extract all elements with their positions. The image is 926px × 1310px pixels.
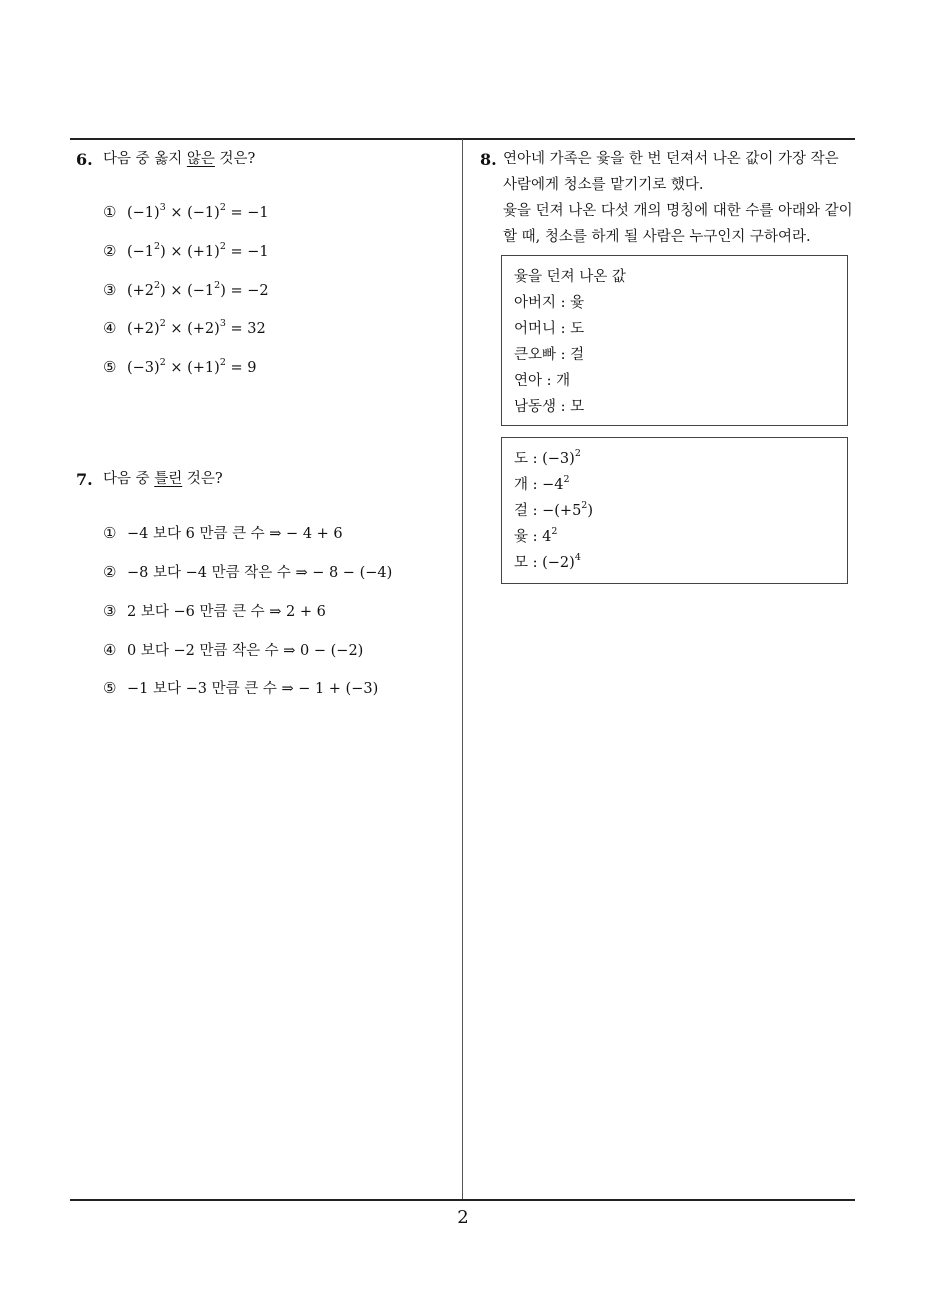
choice-marker: ④ <box>103 319 117 337</box>
exponent: 4 <box>574 552 581 564</box>
question-7-choice-4 <box>103 639 363 660</box>
question-6-stem-after: 것은? <box>214 151 256 167</box>
choice-marker: ① <box>103 524 117 542</box>
results-row: 큰오빠 : 걸 <box>514 347 585 363</box>
yut-results-box <box>501 255 848 426</box>
value-text: ) <box>587 503 594 519</box>
question-7-choice-3 <box>103 600 326 621</box>
question-7-stem-before: 다음 중 <box>103 471 155 487</box>
math-part: × (−1) <box>165 205 220 221</box>
math-part: (−1 <box>127 244 155 260</box>
math-part: (+2 <box>127 283 155 299</box>
values-row <box>514 524 835 550</box>
choice-text <box>127 318 266 337</box>
exponent: 2 <box>551 526 558 538</box>
question-7-number: 7. <box>76 470 93 489</box>
choice-text <box>127 357 257 376</box>
results-title: 윷을 던져 나온 값 <box>514 269 626 285</box>
value-text: 개 : −4 <box>514 477 564 493</box>
choice-text: −4 보다 6 만큼 큰 수 ⇒ − 4 + 6 <box>127 526 343 542</box>
choice-marker: ⑤ <box>103 679 117 697</box>
value-text: 윷 : 4 <box>514 529 552 545</box>
question-6-stem-before: 다음 중 옳지 <box>103 151 187 167</box>
exponent: 2 <box>219 241 226 253</box>
math-part: ) = −2 <box>220 283 269 299</box>
choice-marker: ③ <box>103 281 117 299</box>
math-part: ) × (−1 <box>160 283 215 299</box>
math-part: × (+2) <box>165 321 220 337</box>
results-row: 남동생 : 모 <box>514 399 585 415</box>
question-6-number: 6. <box>76 150 93 169</box>
math-part: (−1) <box>127 205 160 221</box>
choice-text <box>127 202 269 221</box>
choice-marker: ③ <box>103 602 117 620</box>
results-row: 어머니 : 도 <box>514 321 585 337</box>
math-part: = −1 <box>225 205 269 221</box>
choice-marker: ② <box>103 242 117 260</box>
question-6-choice-2 <box>103 242 269 260</box>
question-7-choice-1 <box>103 522 343 543</box>
question-7-choice-2 <box>103 561 392 582</box>
value-text: 걸 : −(+5 <box>514 503 582 519</box>
values-row <box>514 498 835 524</box>
exponent: 2 <box>214 280 221 292</box>
results-row: 연아 : 개 <box>514 373 571 389</box>
question-8-number: 8. <box>480 150 497 169</box>
exponent: 2 <box>154 241 161 253</box>
choice-text: −1 보다 −3 만큼 큰 수 ⇒ − 1 + (−3) <box>127 681 379 697</box>
choice-marker: ② <box>103 563 117 581</box>
exponent: 2 <box>154 280 161 292</box>
exponent: 2 <box>574 448 581 460</box>
math-part: = 9 <box>225 360 257 376</box>
question-6-choice-4 <box>103 319 266 337</box>
exponent: 2 <box>219 202 226 214</box>
question-7-stem-after: 것은? <box>182 471 223 487</box>
math-part: × (+1) <box>165 360 220 376</box>
math-part: = 32 <box>225 321 266 337</box>
yut-values-box <box>501 437 848 584</box>
values-row <box>514 446 835 472</box>
question-6-choice-5 <box>103 358 256 376</box>
value-text: 모 : (−2) <box>514 555 575 571</box>
question-7-choice-5 <box>103 677 378 698</box>
question-7-stem-underlined: 틀린 <box>154 471 183 487</box>
choice-text <box>127 280 269 299</box>
choice-text: 0 보다 −2 만큼 작은 수 ⇒ 0 − (−2) <box>127 643 364 659</box>
math-part: (−3) <box>127 360 160 376</box>
results-row: 아버지 : 윷 <box>514 295 585 311</box>
exponent: 2 <box>159 357 166 369</box>
stem-line: 윷을 던져 나온 다섯 개의 명칭에 대한 수를 아래와 같이 <box>503 203 853 219</box>
stem-line: 연아네 가족은 윷을 한 번 던져서 나온 값이 가장 작은 <box>503 151 839 167</box>
choice-marker: ⑤ <box>103 358 117 376</box>
math-part: = −1 <box>225 244 269 260</box>
question-6-stem-underlined: 않은 <box>186 151 215 167</box>
question-6-choice-3 <box>103 281 269 299</box>
stem-line: 할 때, 청소를 하게 될 사람은 누구인지 구하여라. <box>503 229 811 245</box>
choice-text <box>127 241 269 260</box>
question-6-stem <box>103 146 255 172</box>
exponent: 2 <box>563 474 570 486</box>
exponent: 3 <box>159 202 166 214</box>
choice-text: −8 보다 −4 만큼 작은 수 ⇒ − 8 − (−4) <box>127 565 393 581</box>
bottom-rule <box>70 1199 855 1201</box>
column-divider <box>462 139 463 1200</box>
stem-line: 사람에게 청소를 맡기기로 했다. <box>503 177 704 193</box>
question-6-choice-1 <box>103 203 269 221</box>
exponent: 3 <box>219 318 226 330</box>
exponent: 2 <box>159 318 166 330</box>
choice-text: 2 보다 −6 만큼 큰 수 ⇒ 2 + 6 <box>127 604 326 620</box>
values-row <box>514 550 835 576</box>
choice-marker: ① <box>103 203 117 221</box>
exponent: 2 <box>219 357 226 369</box>
choice-marker: ④ <box>103 641 117 659</box>
question-7-stem <box>103 466 223 492</box>
values-row <box>514 472 835 498</box>
value-text: 도 : (−3) <box>514 451 575 467</box>
math-part: ) × (+1) <box>160 244 220 260</box>
math-part: (+2) <box>127 321 160 337</box>
exponent: 2 <box>581 500 588 512</box>
question-8-stem <box>503 146 863 250</box>
page-number: 2 <box>457 1207 469 1228</box>
